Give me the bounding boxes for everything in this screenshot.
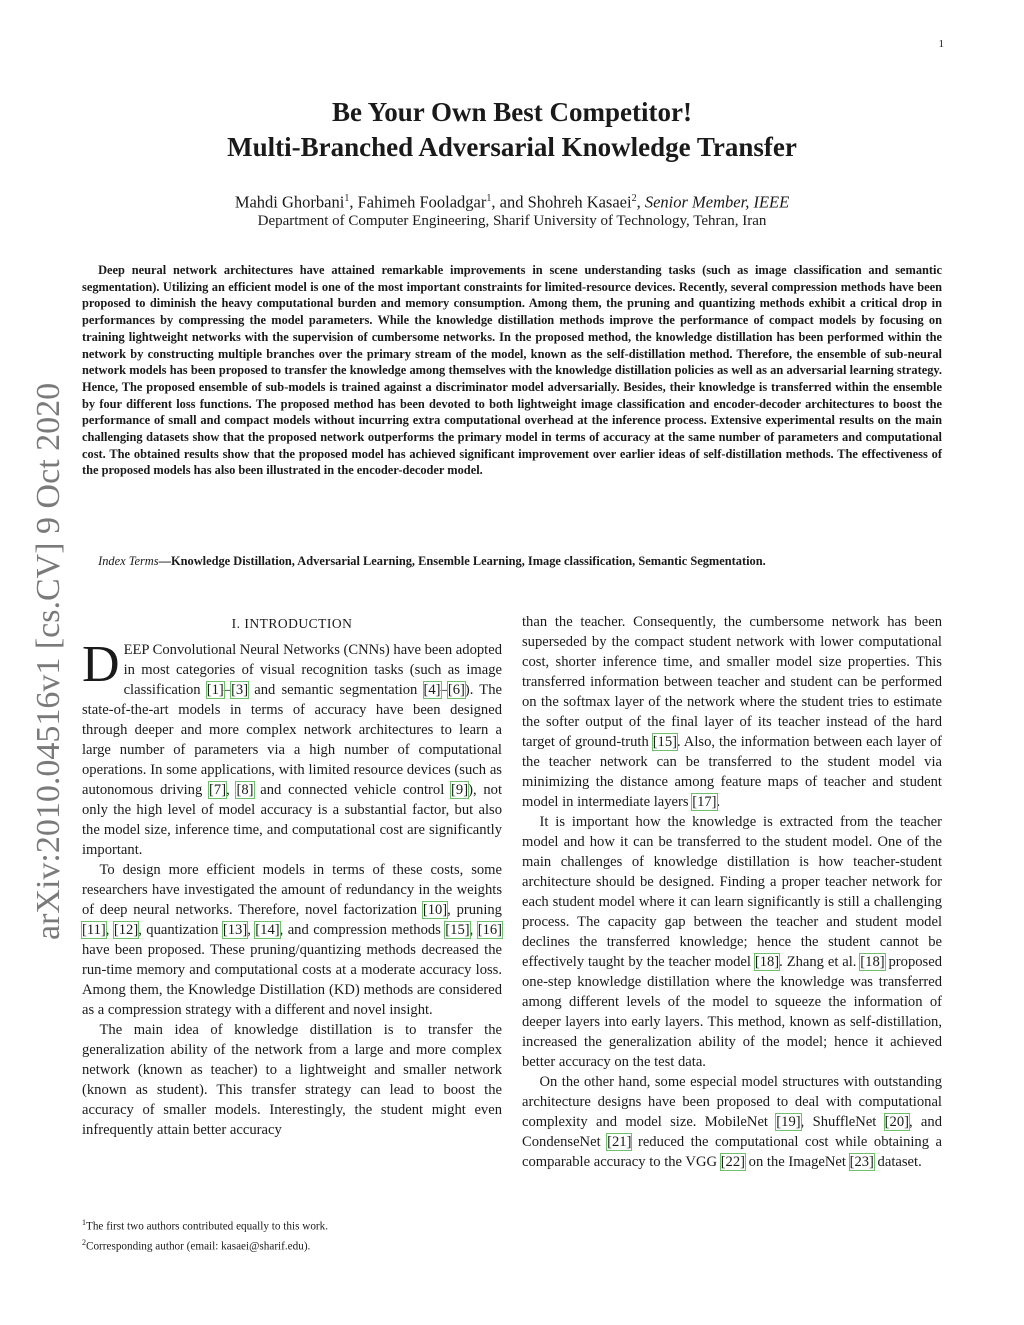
paragraph-text: , quantization xyxy=(138,922,223,938)
paragraph-text: and connected vehicle control xyxy=(253,782,452,798)
citation-link[interactable]: [14] xyxy=(255,922,280,938)
citation-link[interactable]: [10] xyxy=(422,902,448,918)
paragraph-text: proposed one-step knowledge distillation where the knowledge was transferred among different levels of the model to squeeze the information of deeper layers into early layers. This method, known as self-distillation, increased the generalization ability of the model; hence it achieved better accuracy on the test data. xyxy=(522,954,942,1070)
paragraph-text: EEP Convolutional Neural Networks (CNNs) have been adopted in most categories of visual recognition tasks (such as image classification xyxy=(123,642,502,698)
author-affiliation-mark: 1 xyxy=(344,193,350,204)
citation-link[interactable]: [21] xyxy=(607,1134,632,1150)
author-affiliation-mark: 1 xyxy=(486,193,492,204)
paragraph xyxy=(522,812,942,1072)
drop-cap: D xyxy=(82,636,120,693)
citation-link[interactable]: [17] xyxy=(692,794,717,810)
affiliation: Department of Computer Engineering, Sharif University of Technology, Tehran, Iran xyxy=(257,213,767,229)
paragraph-text: , and compression methods xyxy=(279,922,446,938)
citation-link[interactable]: [9] xyxy=(451,782,469,798)
author-separator: , and xyxy=(491,192,528,212)
paragraph-text: – xyxy=(440,682,448,698)
citation-link[interactable]: [23] xyxy=(849,1154,874,1170)
right-column xyxy=(522,612,942,1172)
paragraph-text: , and CondenseNet xyxy=(522,1114,943,1150)
paragraph-text: ). The state-of-the-art models in terms of accuracy have been designed through deeper and more complex network architectures to learn a large number of parameters via a high number of computational operations. In some applications, with limited resource devices (such as autonomous driving xyxy=(82,682,502,798)
index-terms-text: Knowledge Distillation, Adversarial Learning, Ensemble Learning, Image classification, Semantic Segmentation. xyxy=(170,554,766,568)
citation-link[interactable]: [16] xyxy=(477,922,503,938)
paragraph xyxy=(82,860,502,1020)
paragraph-text: , xyxy=(247,922,256,938)
paragraph-text: – xyxy=(223,682,232,698)
paragraph-text: , xyxy=(226,782,237,798)
author-separator: , xyxy=(636,192,645,212)
index-terms-label: Index Terms xyxy=(98,554,159,568)
paragraph-text: , pruning xyxy=(447,902,502,918)
paragraph-text: dataset. xyxy=(873,1154,922,1170)
citation-link[interactable]: [18] xyxy=(860,954,885,970)
citation-link[interactable]: [13] xyxy=(222,922,248,938)
author-name: Fahimeh Fooladgar xyxy=(357,192,487,212)
author-name: Mahdi Ghorbani xyxy=(234,192,345,212)
paragraph-text: , ShuffleNet xyxy=(800,1114,885,1130)
paragraph-text: , xyxy=(105,922,114,938)
left-column xyxy=(82,612,502,1140)
citation-link[interactable]: [7] xyxy=(209,782,227,798)
paragraph-text: . Zhang et al. xyxy=(779,954,861,970)
author-list xyxy=(100,188,924,214)
paragraph-text: It is important how the knowledge is extracted from the teacher model and how it can be transferred to the student model. One of the main challenges of knowledge distillation is how teacher-student architecture should be designed. Finding a proper teacher network for each student model where it can learn significantly is still a challenging process. The capacity gap between the teacher and student model declines the transferred knowledge; hence the student cannot be effectively taught by the teacher model xyxy=(522,814,942,970)
footnote-1 xyxy=(82,1215,502,1235)
paragraph-text: , xyxy=(469,922,478,938)
paragraph-text: . xyxy=(716,794,721,810)
footnote-mark: 2 xyxy=(82,1237,86,1247)
title-line-1: Be Your Own Best Competitor! xyxy=(332,97,692,127)
paragraph-text: . Also, the information between each layer of the teacher network can be transferred to the student model via minimizing the distance among feature maps of teacher and student model in intermediate layers xyxy=(522,734,942,810)
citation-link[interactable]: [8] xyxy=(236,782,254,798)
paper-title xyxy=(100,95,924,165)
citation-link[interactable]: [15] xyxy=(445,922,470,938)
abstract: Deep neural network architectures have attained remarkable improvements in scene understanding tasks (such as image classification and semantic segmentation). Utilizing an efficient model is one of the most important constraints for limited-resource devices. Recently, several compression methods have been proposed to diminish the heavy computational burden and memory consumption. Among them, the pruning and quantizing methods exhibit a critical drop in performances by compressing the model parameters. While the knowledge distillation methods improve the performance of compact models by focusing on training lightweight networks with the supervision of cumbersome networks. In the proposed method, the knowledge distillation has been performed within the network by constructing multiple branches over the primary stream of the model, known as the self-distillation method. Therefore, the ensemble of sub-neural network models has been proposed to transfer the knowledge among themselves with the knowledge distillation policies as well as an adversarial learning strategy. Hence, The proposed ensemble of sub-models is trained against a discriminator model adversarially. Besides, their knowledge is transferred within the ensemble by four different loss functions. The proposed method has been devoted to both lightweight image classification and encoder-decoder architectures to boost the performance of small and compact models without incurring extra computational overhead at the inference process. Extensive experimental results on the main challenging datasets show that the proposed network outperforms the primary model in terms of accuracy at the same number of parameters and computational cost. The obtained results show that the proposed model has achieved significant improvement over earlier ideas of self-distillation methods. The effectiveness of the proposed models has also been illustrated in the encoder-decoder model. xyxy=(82,263,942,478)
paragraph-text: have been proposed. These pruning/quantizing methods decreased the run-time memory and computational costs at a moderate accuracy loss. Among them, the Knowledge Distillation (KD) methods are considered as a compression strategy with a different and novel insight. xyxy=(82,942,502,1018)
index-terms-dash: — xyxy=(158,554,171,568)
footnotes xyxy=(82,1215,502,1254)
paragraph-text: ), not only the high level of model accuracy is a substantial factor, but also the model size, inference time, and computational cost are significantly important. xyxy=(82,782,502,858)
paragraph-text: on the ImageNet xyxy=(745,1154,850,1170)
paragraph xyxy=(522,612,942,812)
citation-link[interactable]: [4] xyxy=(423,682,441,698)
citation-link[interactable]: [11] xyxy=(82,922,106,938)
footnote-text: The first two authors contributed equally to this work. xyxy=(86,1220,329,1233)
citation-link[interactable]: [6] xyxy=(447,682,465,698)
author-name: Shohreh Kasaei xyxy=(527,192,632,212)
author-affiliation-mark: 2 xyxy=(631,193,637,204)
citation-link[interactable]: [12] xyxy=(113,922,139,938)
paragraph-text: To design more efficient models in terms of these costs, some researchers have investigated the amount of redundancy in the weights of deep neural networks. Therefore, novel factorization xyxy=(82,862,502,918)
citation-link[interactable]: [3] xyxy=(231,682,249,698)
citation-link[interactable]: [22] xyxy=(720,1154,746,1170)
paragraph-text: and semantic segmentation xyxy=(248,682,424,698)
section-heading-introduction: I. INTRODUCTION xyxy=(231,616,353,631)
page-number: 1 xyxy=(938,38,944,50)
paragraph-text: On the other hand, some especial model structures with outstanding architecture designs have been proposed to deal with computational complexity and model size. MobileNet xyxy=(522,1074,942,1130)
footnote-2 xyxy=(82,1235,502,1255)
title-line-2: Multi-Branched Adversarial Knowledge Transfer xyxy=(227,132,797,162)
arxiv-identifier: arXiv:2010.04516v1 [cs.CV] 9 Oct 2020 xyxy=(30,382,67,940)
paragraph xyxy=(522,1072,942,1172)
citation-link[interactable]: [18] xyxy=(754,954,780,970)
footnote-mark: 1 xyxy=(82,1218,86,1227)
citation-link[interactable]: [19] xyxy=(776,1114,801,1130)
paragraph: The main idea of knowledge distillation is to transfer the generalization ability of the network from a large and more complex network (known as teacher) to a lightweight and smaller network (known as student). This transfer strategy can lead to boost the accuracy of smaller models. Interestingly, the student might even infrequently attain better accuracy xyxy=(82,1022,502,1138)
paragraph-text: reduced the computational cost while obtaining a comparable accuracy to the VGG xyxy=(522,1134,943,1170)
index-terms xyxy=(82,553,942,570)
paragraph-text: than the teacher. Consequently, the cumbersome network has been superseded by the compact student network with lower computational cost, shorter inference time, and smaller model size properties. This transferred information between teacher and student can be performed on the softmax layer of the network where the student tries to estimate the softer output of the final layer of its teacher instead of the hard target of ground-truth xyxy=(522,614,942,750)
author-separator: , xyxy=(349,192,358,212)
author-title: Senior Member, IEEE xyxy=(644,192,790,212)
paragraph xyxy=(82,636,502,860)
footnote-text: Corresponding author (email: kasaei@sharif.edu). xyxy=(86,1240,311,1253)
citation-link[interactable]: [1] xyxy=(206,682,224,698)
citation-link[interactable]: [20] xyxy=(884,1114,909,1130)
citation-link[interactable]: [15] xyxy=(652,734,678,750)
